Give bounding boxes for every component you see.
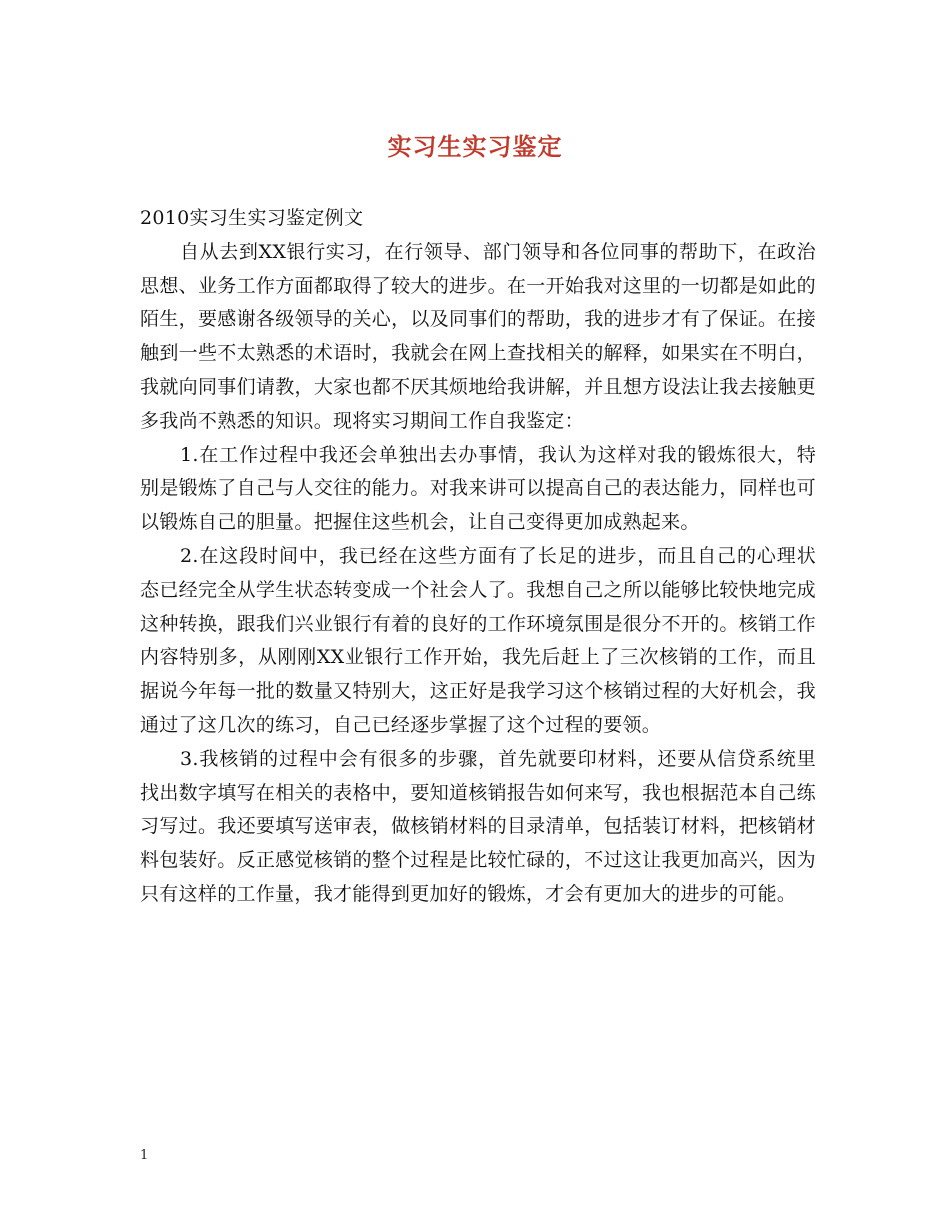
paragraph-item-3: 3.我核销的过程中会有很多的步骤，首先就要印材料，还要从信贷系统里找出数字填写在相关的表格中，要知道核销报告如何来写，我也根据范本自己练习写过。我还要填写送审表，做核销材料的目录清单，包括装订材料，把核销材料包装好。反正感觉核销的整个过程是比较忙碌的，不过这让我更加高兴，因为只有这样的工作量，我才能得到更加好的锻炼，才会有更加大的进步的可能。 — [140, 747, 816, 905]
paragraph-intro: 自从去到XX银行实习，在行领导、部门领导和各位同事的帮助下，在政治思想、业务工作方面都取得了较大的进步。在一开始我对这里的一切都是如此的陌生，要感谢各级领导的关心，以及同事们的帮助，我的进步才有了保证。在接触到一些不太熟悉的术语时，我就会在网上查找相关的解释，如果实在不明白，我就向同事们请教，大家也都不厌其烦地给我讲解，并且想方设法让我去接触更多我尚不熟悉的知识。现将实习期间工作自我鉴定： — [140, 240, 816, 432]
document-title: 实习生实习鉴定 — [387, 132, 563, 161]
document-subtitle: 2010实习生实习鉴定例文 — [140, 207, 364, 229]
paragraph-item-1: 1.在工作过程中我还会单独出去办事情，我认为这样对我的锻炼很大，特别是锻炼了自己与人交往的能力。对我来讲可以提高自己的表达能力，同样也可以锻炼自己的胆量。把握住这些机会，让自己变得更加成熟起来。 — [140, 443, 816, 534]
paragraph-item-2: 2.在这段时间中，我已经在这些方面有了长足的进步，而且自己的心理状态已经完全从学生状态转变成一个社会人了。我想自己之所以能够比较快地完成这种转换，跟我们兴业银行有着的良好的工作环境氛围是很分不开的。核销工作内容特别多，从刚刚XX业银行工作开始，我先后赶上了三次核销的工作，而且据说今年每一批的数量又特别大，这正好是我学习这个核销过程的大好机会，我通过了这几次的练习，自己已经逐步掌握了这个过程的要领。 — [140, 544, 816, 736]
document-body — [140, 202, 816, 912]
page-number: 1 — [140, 1148, 149, 1163]
